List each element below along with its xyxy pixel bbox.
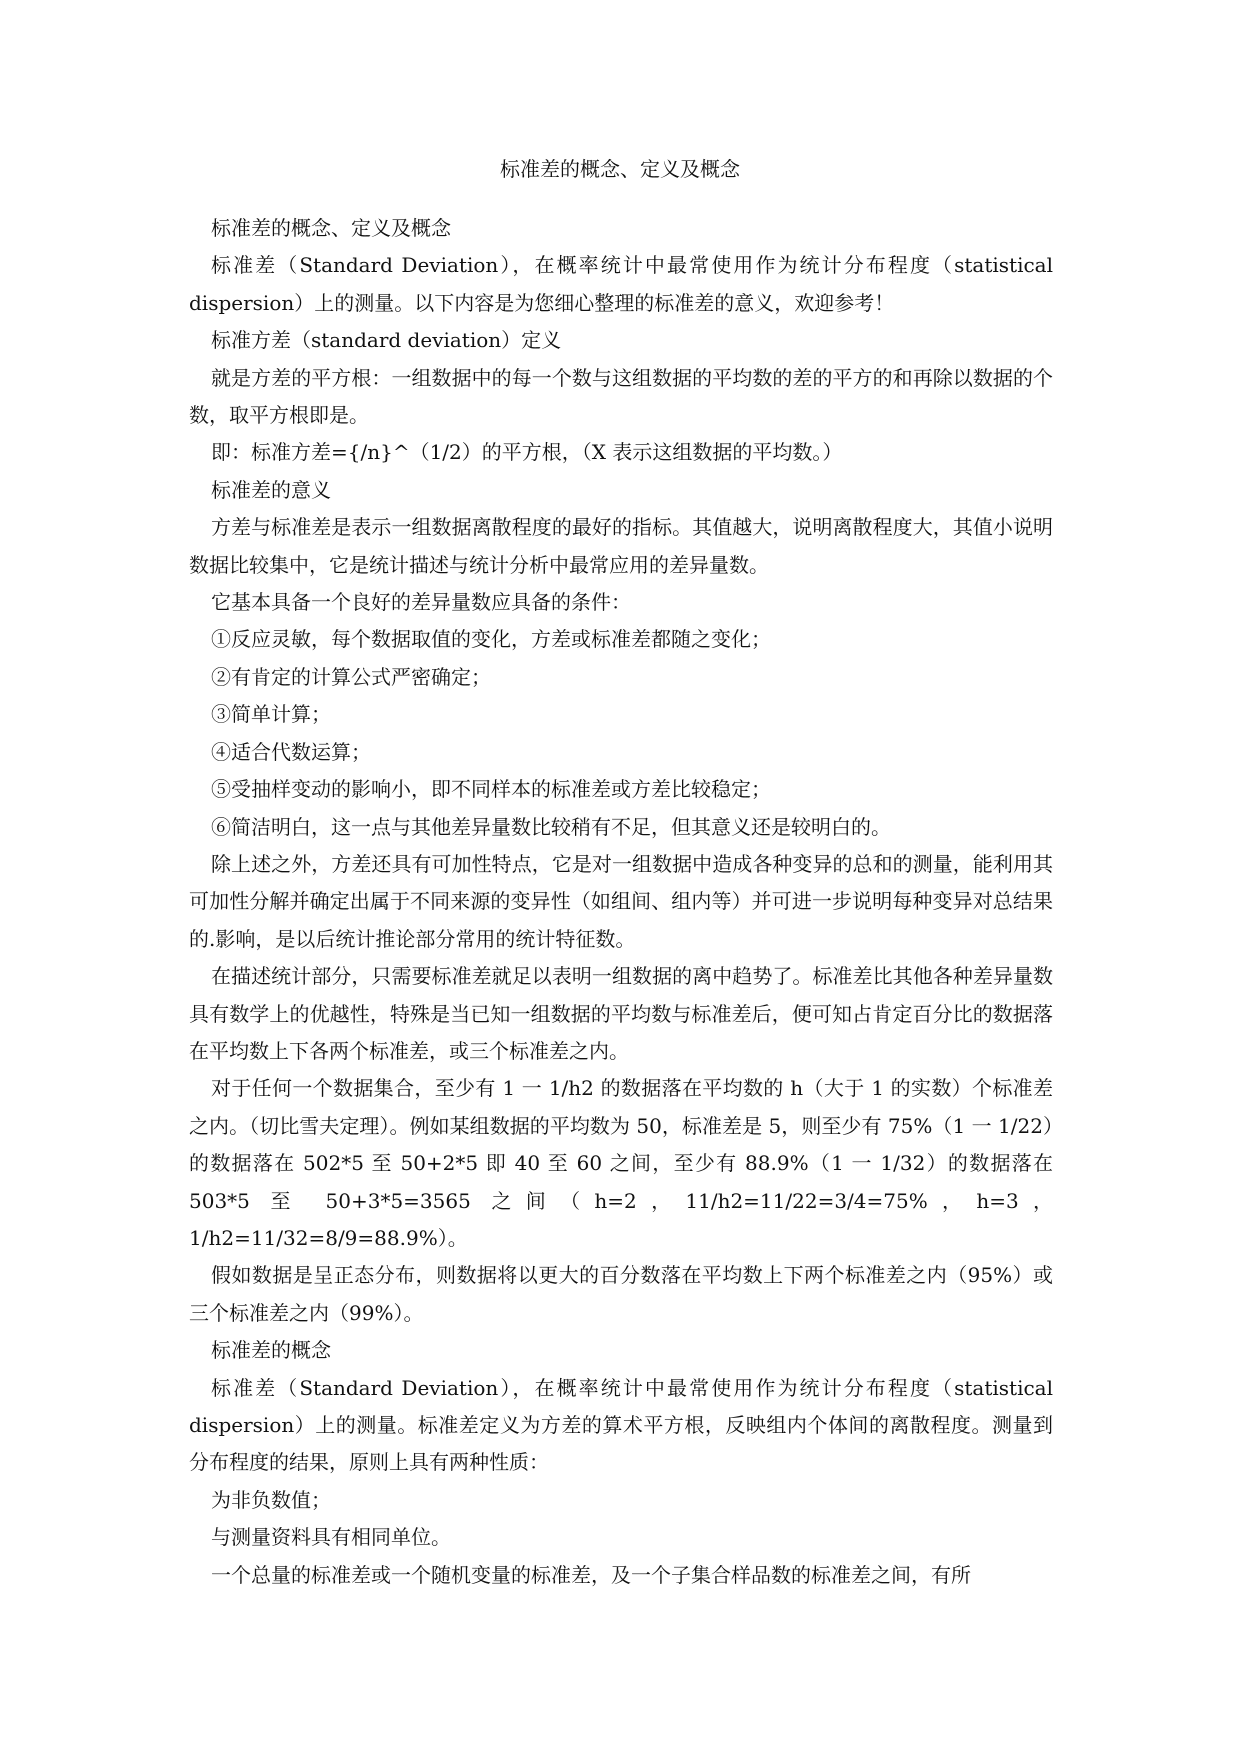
list-item: ②有肯定的计算公式严密确定； (211, 664, 491, 689)
paragraph: 标准差（Standard Deviation），在概率统计中最常使用作为统计分布程度（statistical dispersion）上的测量。以下内容是为您细心整理的标准差的意义，欢迎参考！ (189, 253, 1053, 315)
list-item: ①反应灵敏，每个数据取值的变化，方差或标准差都随之变化； (211, 627, 771, 652)
document-body (189, 210, 1053, 1594)
paragraph: 标准方差（standard deviation）定义 (211, 328, 562, 353)
list-item: ③简单计算； (211, 702, 331, 727)
paragraph: 假如数据是呈正态分布，则数据将以更大的百分数落在平均数上下两个标准差之内（95%）或三个标准差之内（99%）。 (189, 1263, 1053, 1325)
paragraph: 它基本具备一个良好的差异量数应具备的条件： (211, 590, 631, 615)
paragraph: 标准差的概念、定义及概念 (211, 216, 451, 240)
paragraph: 方差与标准差是表示一组数据离散程度的最好的指标。其值越大，说明离散程度大，其值小说明数据比较集中，它是统计描述与统计分析中最常应用的差异量数。 (189, 515, 1053, 577)
paragraph: 一个总量的标准差或一个随机变量的标准差，及一个子集合样品数的标准差之间，有所 (211, 1562, 971, 1587)
paragraph: 就是方差的平方根：一组数据中的每一个数与这组数据的平均数的差的平方的和再除以数据的个数，取平方根即是。 (189, 365, 1053, 428)
list-item: ⑥简洁明白，这一点与其他差异量数比较稍有不足，但其意义还是较明白的。 (211, 814, 891, 839)
paragraph: 为非负数值； (211, 1487, 331, 1512)
paragraph: 与测量资料具有相同单位。 (211, 1525, 451, 1550)
document-title: 标准差的概念、定义及概念 (500, 157, 740, 181)
paragraph: 标准差（Standard Deviation），在概率统计中最常使用作为统计分布程度（statistical dispersion）上的测量。标准差定义为方差的算术平方根，反映组内个体间的离散程度。测量到分布程度的结果，原则上具有两种性质： (189, 1375, 1053, 1475)
list-item: ④适合代数运算； (211, 739, 371, 764)
paragraph: 对于任何一个数据集合，至少有 1 一 1/h2 的数据落在平均数的 h（大于 1 的实数）个标准差之内。（切比雪夫定理）。例如某组数据的平均数为 50，标准差是 5，则至少有 75%（1 一 1/22）的数据落在 502*5 至 50+2*5 即 40 至 60 之间，至少有 88.9%（1 一 1/32）的数据落在 503*5 至 50+3*5=3565 之间（h=2，11/h2=11/22=3/4=75%，h=3，1/h2=11/32=8/9=88.9%）。 (189, 1076, 1053, 1250)
paragraph: 除上述之外，方差还具有可加性特点，它是对一组数据中造成各种变异的总和的测量，能利用其可加性分解并确定出属于不同来源的变异性（如组间、组内等）并可进一步说明每种变异对总结果的.影响，是以后统计推论部分常用的统计特征数。 (189, 851, 1053, 951)
paragraph: 即：标准方差={/n}^（1/2）的平方根，（X 表示这组数据的平均数。） (211, 440, 843, 465)
list-item: ⑤受抽样变动的影响小，即不同样本的标准差或方差比较稳定； (211, 777, 771, 802)
paragraph: 标准差的概念 (211, 1338, 331, 1363)
paragraph: 在描述统计部分，只需要标准差就足以表明一组数据的离中趋势了。标准差比其他各种差异量数具有数学上的优越性，特殊是当已知一组数据的平均数与标准差后，便可知占肯定百分比的数据落在平均数上下各两个标准差，或三个标准差之内。 (189, 964, 1053, 1063)
paragraph: 标准差的意义 (211, 477, 331, 502)
